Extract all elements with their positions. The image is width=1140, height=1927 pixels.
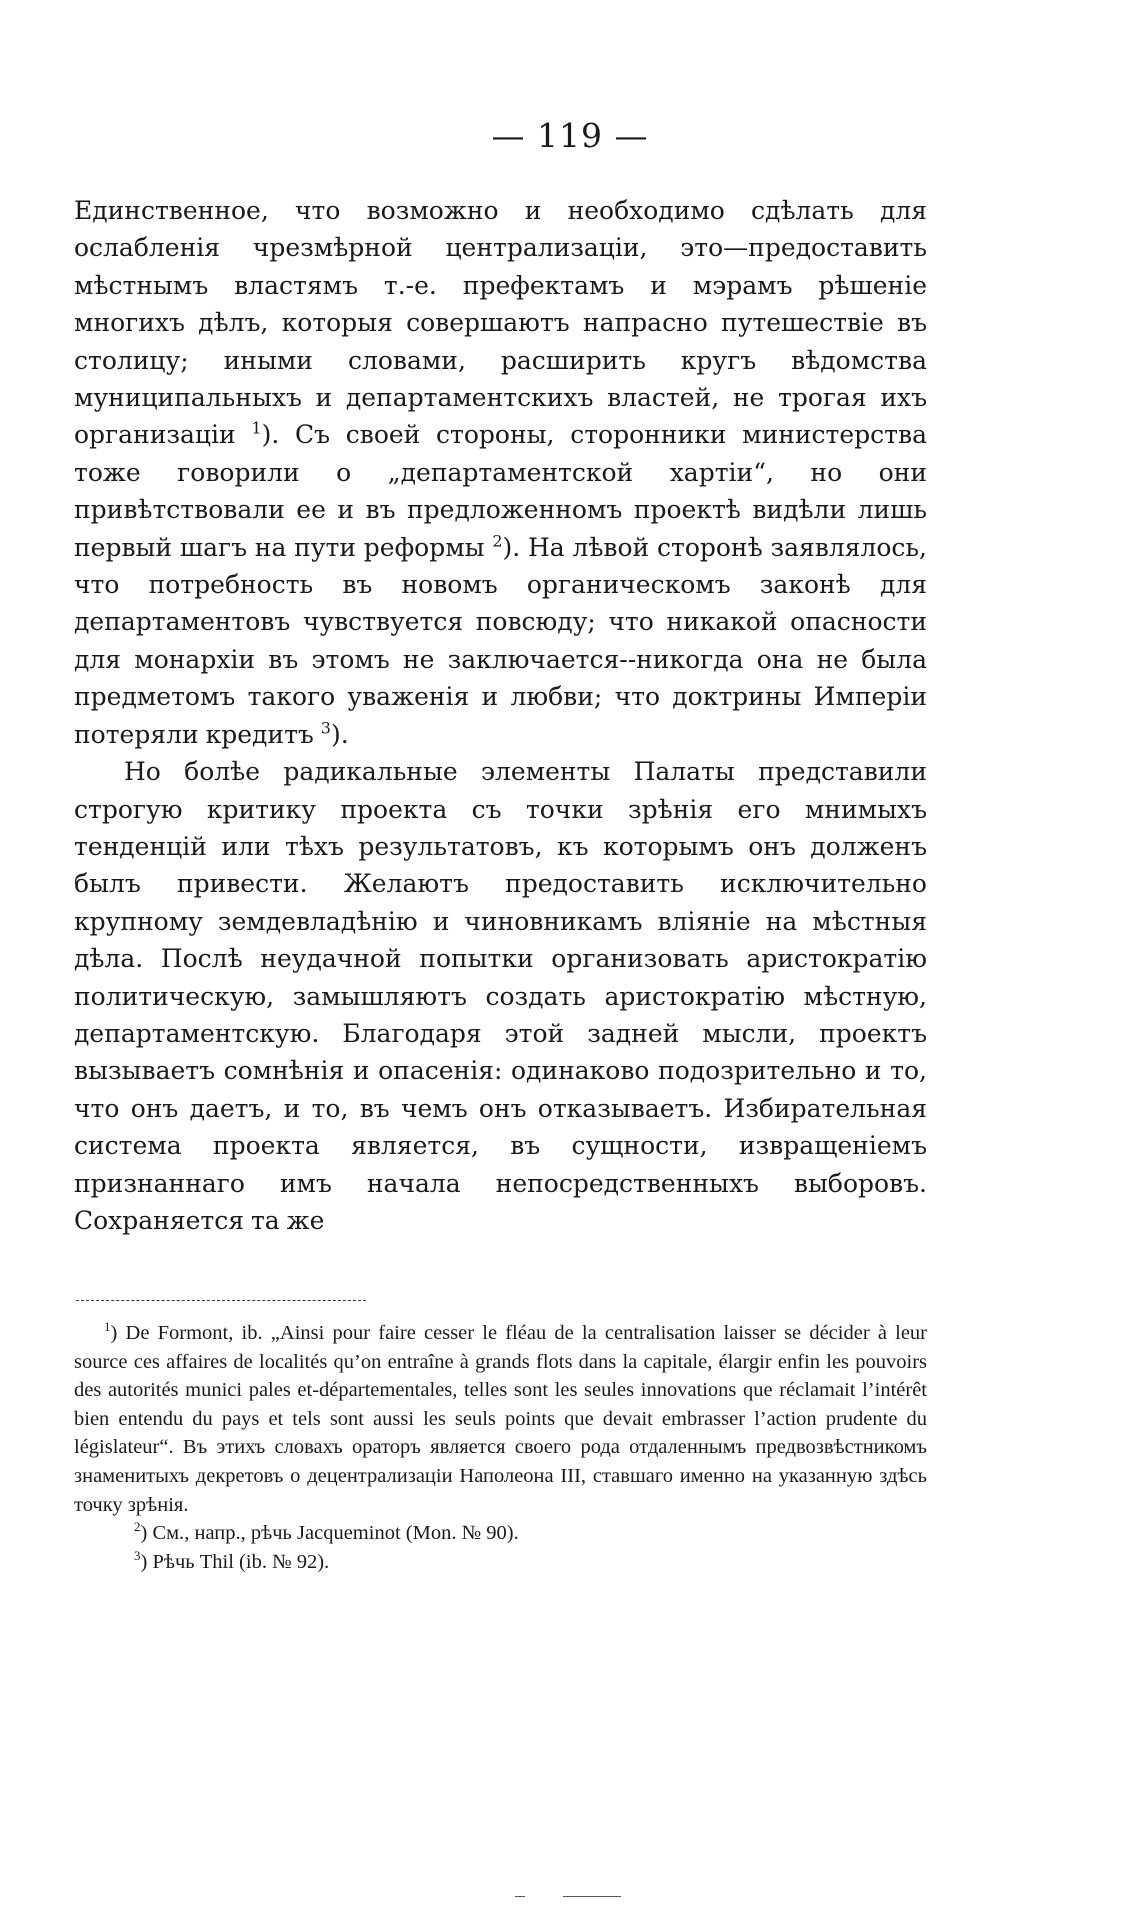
page-number: — 119 —: [491, 116, 649, 155]
paragraph-1-part-b: ). Съ своей стороны, сторонники министерства тоже говорили о „департаментской хартіи“, но они привѣтствовали ее и въ предложенномъ проектѣ видѣли лишь первый шагъ на пути реформы: [74, 420, 927, 562]
footnote-2-text: ) См., напр., рѣчь Jacqueminot (Mon. № 90).: [140, 1522, 519, 1545]
printer-mark-long: [563, 1896, 621, 1897]
paragraph-2: Но болѣе радикальные элементы Палаты представили строгую критику проекта съ точки зрѣнія его мнимыхъ тенденцій или тѣхъ результатовъ, къ которымъ онъ долженъ былъ привести. Желаютъ предоставить исключительно крупному земдевладѣнію и чиновникамъ вліяніе на мѣстныя дѣла. Послѣ неудачной попытки организовать аристократію политическую, замышляютъ создать аристократію мѣстную, департаментскую. Благодаря этой задней мысли, проектъ вызываетъ сомнѣнія и опасенія: одинаково подозрительно и то, что онъ даетъ, и то, въ чемъ онъ отказываетъ. Избирательная система проекта является, въ сущности, извращеніемъ признаннаго имъ начала непосредственныхъ выборовъ. Сохраняется та же: [74, 757, 927, 1235]
paragraph-1-part-d: ).: [330, 719, 349, 749]
footnote-3: [74, 1548, 927, 1577]
footnote-3-text: ) Рѣчь Thil (ib. № 92).: [140, 1550, 330, 1573]
paragraph-1: [74, 192, 927, 753]
footnote-1: [74, 1319, 927, 1519]
main-text: [74, 192, 927, 1239]
footnote-ref-2[interactable]: 2: [492, 531, 503, 551]
footnote-ref-3[interactable]: 3: [320, 718, 331, 738]
printer-marks: [515, 1896, 635, 1906]
footnote-1-mark: 1: [104, 1319, 111, 1335]
footnote-divider: [76, 1300, 366, 1301]
footnote-3-mark: 3: [134, 1547, 141, 1563]
footnote-2: [74, 1519, 927, 1548]
footnote-2-mark: 2: [134, 1519, 141, 1535]
printer-mark-short: [515, 1896, 525, 1897]
footnote-1-text: ) De Formont, ib. „Ainsi pour faire cesser le fléau de la centralisation laisser se décider à leur source ces affaires de localités qu’on entraîne à grands flots dans la capitale, élargir enfin les pouvoirs des autorités munici pales et-départementales, telles sont les seules innovations que réclamait l’intérêt bien entendu du pays et tels sont aussi les seuls points que devait embrasser l’action prudente du législateur“. Въ этихъ словахъ ораторъ является своего рода отдаленнымъ предвозвѣстникомъ знаменитыхъ декретовъ о децентрализаціи Наполеона III, ставшаго именно на указанную здѣсь точку зрѣнія.: [74, 1322, 927, 1516]
paragraph-1-part-c: ). На лѣвой сторонѣ заявлялось, что потребность въ новомъ органическомъ законѣ для департаментовъ чувствуется повсюду; что никакой опасности для монархіи въ этомъ не заключается--никогда она не была предметомъ такого уваженія и любви; что доктрины Имперіи потеряли кредитъ: [74, 532, 927, 749]
footnotes: [74, 1319, 927, 1576]
footnote-ref-1[interactable]: 1: [251, 419, 262, 439]
paragraph-1-part-a: Единственное, что возможно и необходимо сдѣлать для ослабленія чрезмѣрной централизаціи, это—предоставить мѣстнымъ властямъ т.-е. префектамъ и мэрамъ рѣшеніе многихъ дѣлъ, которыя совершаютъ напрасно путешествіе въ столицу; иными словами, расширить кругъ вѣдомства муниципальныхъ и департаментскихъ властей, не трогая ихъ организаціи: [74, 196, 927, 450]
